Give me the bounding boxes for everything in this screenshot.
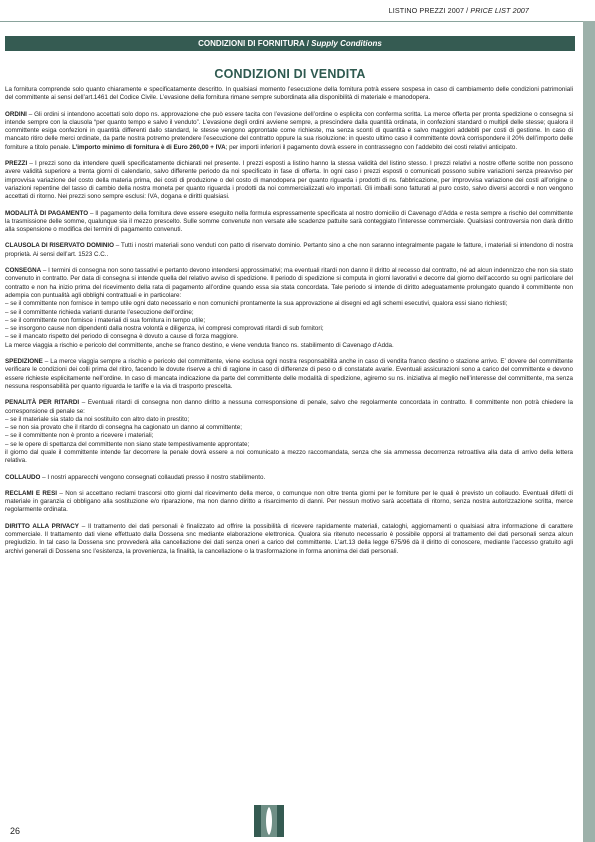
section-prezzi: PREZZI – I prezzi sono da intendere quelli specificatamente dichiarati nel presente. I prezzi esposti a listino hanno la stessa validità del listino stesso. I prezzi relativi a nostre offerte scritte non possono avere validità superiore a trenta giorni di calendario, salvo differente periodo da noi specificato in fase di offerta. In ogni caso i prezzi esposti o comunicati possono subire variazioni senza preavviso per improvvisa variazione del costo della materia prima, dei costi di produzione o del costo di manodopera per quanto riguarda i prodotti di ns. fabbricazione, per improvvisa variazione dei costi all’origine o variazioni repentine del tasso di cambio della nostra moneta per quanto riguarda i prodotti da noi commercializzati e/o importati. Gli imballi sono fatturati al puro costo, salvo diversi accordi e non vengono accettati di ritorno. Nei prezzi sono sempre esclusi: IVA, dogana e diritti qualsiasi. <box>5 160 573 201</box>
page-number: 26 <box>10 826 21 836</box>
section-reclami: RECLAMI E RESI – Non si accettano reclami trascorsi otto giorni dal ricevimento della merce, o comunque non oltre trenta giorni per le forniture per le quali è previsto un collaudo. Eventuali difetti di materiale in garanzia ci obbligano alla sostituzione e/o riparazione, ma non danno diritto a risarcimento di danni. Per nessun motivo sarà accettata di ritorno, senza nostra autorizzazione scritta, merce regolarmente ordinata. <box>5 489 574 514</box>
header-rule <box>0 21 595 22</box>
list-item: – se il committente richieda varianti durante l’esecuzione dell’ordine; <box>5 308 194 316</box>
list-item: – se il committente non fornisce i materiali di sua fornitura in tempo utile; <box>5 316 206 324</box>
penalita-list <box>5 416 573 449</box>
consegna-closing: La merce viaggia a rischio e pericolo del committente, anche se franco destino, e viene venduta franco ns. stabilimento di Cavenago d’Adda. <box>5 341 394 349</box>
section-riservato-dominio: CLAUSOLA DI RISERVATO DOMINIO – Tutti i nostri materiali sono venduti con patto di riservato dominio. Pertanto sino a che non saranno integralmente pagate le fatture, i materiali si intendono di nostra proprietà. Ai sensi dell’art. 1523 C.C.. <box>5 242 574 258</box>
header-title: LISTINO PREZZI 2007 / PRICE LIST 2007 <box>388 6 529 15</box>
consegna-list <box>5 300 573 341</box>
section-banner: CONDIZIONI DI FORNITURA / Supply Conditions <box>5 36 575 51</box>
list-item: – se insorgono cause non dipendenti dalla nostra volontà e diligenza, ivi compresi comprovati ritardi di sub fornitori; <box>5 325 324 333</box>
dossena-logo-icon <box>252 803 286 839</box>
conditions-body <box>5 86 573 564</box>
section-consegna: CONSEGNA – I termini di consegna non sono tassativi e pertanto devono intendersi approssimativi; ma eventuali ritardi non danno il diritto al recesso dal contratto, né ad alcun indennizzo che non sia stato convenuto in contratto. Per data di consegna si intende quella del relativo avviso di spedizione. Il periodo di spedizione si computa in giorni lavorativi e decorre dal giorno dell’accordo su ogni particolare del contratto e non ha inizio prima del ricevimento della rata di pagamento all’ordine quando essa sia stata concordata. Tale periodo si intende di diritto adeguatamente prolungato quando il committente non adempia con puntualità agli obblighi contrattuali e in particolare: <box>5 267 573 299</box>
page-title: CONDIZIONI DI VENDITA <box>214 67 366 81</box>
list-item: – se il committente non è pronto a ricevere i materiali; <box>5 432 154 440</box>
list-item: – se le opere di spettanza del committente non siano state tempestivamente approntate; <box>5 440 250 448</box>
section-penalita: PENALITÀ PER RITARDI – Eventuali ritardi di consegna non danno diritto a nessuna corresponsione di penale, salvo che regolarmente concordata in contratto. Il committente non potrà chiedere la corresponsione di penale se: <box>5 399 573 415</box>
intro-paragraph: La fornitura comprende solo quanto chiaramente e specificatamente descritto. In qualsiasi momento l’esecuzione della fornitura potrà essere sospesa in caso di cambiamento delle condizioni patrimoniali del committente ai sensi dell’art.1461 del Codice Civile. L’evasione della fornitura rimane sempre subordinata alla disponibilità di materiale e manodopera. <box>5 86 573 102</box>
section-ordini: ORDINI – Gli ordini si intendono accettati solo dopo ns. approvazione che può essere tacita con l’evasione dell’ordine o esplicita con conferma scritta. La merce offerta per pronta spedizione o consegna si intende sempre con la clausola “per quanto tempo e salvo il venduto”. L’evasione degli ordini avviene sempre, a prescindere dalla quantità ordinata, in confezioni standard o multipli delle stesse; qualora il committente esiga confezioni in quantità differenti dallo standard, le stesse vengono approntate come richieste, ma senza sconti di quantità e salvo maggiori addebiti per costi di gestione. In caso di mancato ritiro delle merci ordinate, da parte nostra potremo pretendere l’esecuzione del contratto oppure la sua risoluzione: in questo ultimo caso il committente dovrà corrispondere il 20% dell’importo delle forniture a titolo penale. L’importo minimo di fornitura è di Euro 260,00 + IVA; per importi inferiori il pagamento dovrà essere in contrassegno con l’addebito dei costi relativi anticipato. <box>5 110 573 151</box>
side-stripe <box>583 21 595 842</box>
section-pagamento: MODALITÀ DI PAGAMENTO – Il pagamento della fornitura deve essere eseguito nella formula espressamente specificata al nostro domicilio di Cavenago d’Adda e resta sempre a rischio del committente la trasmissione delle somme, qualunque sia il mezzo prescelto. Sulle somme convenute non versate alle scadenze pattuite sarà conteggiato l’interesse commerciale. Qualsiasi controversia non darà diritto alla sospensione o modifica dei termini di pagamento convenuti. <box>5 209 573 234</box>
section-privacy: DIRITTO ALLA PRIVACY – Il trattamento dei dati personali è finalizzato ad offrire la possibilità di ricevere rapidamente materiali, cataloghi, aggiornamenti o qualsiasi altra informazione di carattere commerciale. Il trattamento dati viene effettuato dalla Dossena snc mediante elaborazione elettronica. Qualora sia ritenuto necessario è possibile opporsi al trattamento dei dati personali senza alcun pregiudizio. In tal caso la Dossena snc provvederà alla cancellazione dei dati senza oneri a carico del committente. L’art.13 della legge 675/96 dà il diritto di conoscere, mediante l’accesso gratuito agli archivi generali di Dossena snc l’esistenza, la provenienza, la finalità, la cancellazione o la trasformazione in forma anonima dei dati personali. <box>5 522 574 555</box>
list-item: – se il materiale sia stato da noi sostituito con altro dato in prestito; <box>5 415 190 423</box>
list-item: – se non sia provato che il ritardo di consegna ha cagionato un danno al committente; <box>5 424 242 432</box>
section-collaudo: COLLAUDO – I nostri apparecchi vengono consegnati collaudati presso il nostro stabilimento. <box>5 473 266 481</box>
section-spedizione: SPEDIZIONE – La merce viaggia sempre a rischio e pericolo del committente, viene esclusa ogni nostra responsabilità anche in caso di vendita franco destino o stazione arrivo. E’ dovere del committente verificare le condizioni dei colli prima del ritiro, facendo le dovute riserve a chi di ragione in caso di differenze di peso o di constatate avarie. Eventuali assicurazioni sono a carico del committente e devono essere richieste esplicitamente nell’ordine. In caso di mancata indicazione da parte del committente delle modalità di spedizione, agiremo su ns. iniziativa al meglio nell’interesse del committente, ma senza nessuna responsabilità per quanto riguarda le tariffe e la via di trasporto prescelta. <box>5 358 573 390</box>
list-item: – se il mancato rispetto del periodo di consegna è dovuto a cause di forza maggiore. <box>5 333 239 341</box>
penalita-closing: il giorno dal quale il committente intende far decorrere la penale dovrà essere a noi comunicato a mezzo raccomandata, senza che sia ammessa decorrenza retroattiva alla data di arrivo della lettera relativa. <box>5 448 573 465</box>
list-item: – se il committente non fornisce in tempo utile ogni dato necessario e non comunichi prontamente la sua approvazione ai disegni ed agli schemi esecutivi, qualora essi siano richiesti; <box>5 300 508 308</box>
